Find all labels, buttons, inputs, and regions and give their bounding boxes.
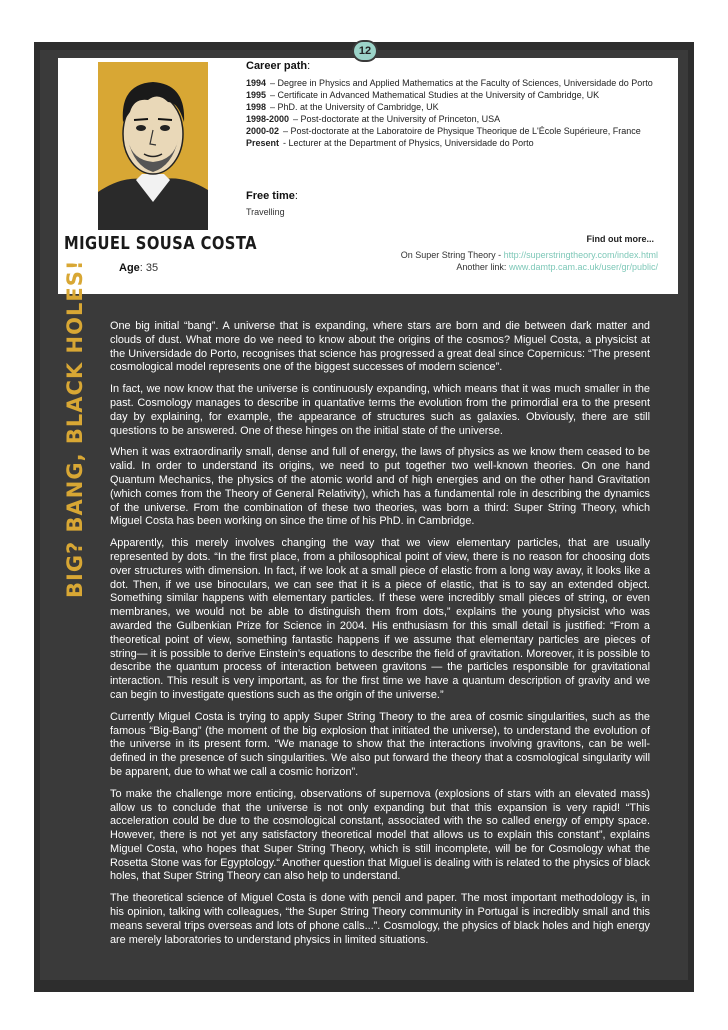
- side-title: [63, 259, 87, 616]
- career-year: 1994: [246, 78, 267, 88]
- link2-url[interactable]: www.damtp.cam.ac.uk/user/gr/public/: [508, 262, 658, 272]
- career-year: 1995: [246, 90, 267, 100]
- link2-line: [401, 261, 658, 273]
- article-body: [110, 320, 650, 955]
- career-entry: [246, 137, 658, 149]
- career-year: Present: [246, 138, 280, 148]
- links-block: [401, 249, 658, 273]
- portrait-illustration: [98, 62, 208, 230]
- career-year: 1998-2000: [246, 114, 290, 124]
- age-value: 35: [145, 262, 159, 274]
- career-description: – Post-doctorate at the University of Princeton, USA: [293, 114, 501, 124]
- free-time-title-text: Free time: [246, 190, 295, 202]
- article-paragraph: In fact, we now know that the universe is continuously expanding, which means that it was much smaller in the past. Cosmology manages to describe in quantative terms the evolution from the primordial era to the present day by explaining, for example, the appearance of structures such as galaxies. Obviously, there are still questions to be answered. One of these hinges on the initial state of the universe.: [110, 383, 650, 437]
- person-name: MIGUEL SOUSA COSTA: [64, 233, 258, 254]
- link1-line: [401, 249, 658, 261]
- career-year: 1998: [246, 102, 267, 112]
- career-description: – PhD. at the University of Cambridge, UK: [270, 102, 439, 112]
- career-entry: [246, 125, 658, 137]
- career-entry: [246, 77, 658, 89]
- free-time-title: Free time:: [246, 190, 298, 202]
- article-paragraph: To make the challenge more enticing, observations of supernova (explosions of stars with an elevated mass) allow us to conclude that the universe is not only expanding but that this expansion is very rapid! “This acceleration could be due to the cosmological constant, associated with the so called energy of empty space. However, there is not yet any satisfactory theoretical model that allows us to explain this constant”, explains Miguel Costa, who hopes that Super String Theory, which is still incomplete, will be for Cosmology what the Rosetta Stone was for Egyptology.“ Another question that Miguel is dealing with is related to the physics of black holes, that Super String Theory can also help to understand.: [110, 787, 650, 883]
- article-paragraph: One big initial “bang”. A universe that is expanding, where stars are born and die between dark matter and clouds of dust. What more do we need to know about the origins of the cosmos? Miguel Costa, a physicist at the Universidade do Porto, recognises that science has progressed a great deal since Copernicus: “The present cosmological model represents one of the biggest successes of modern science”.: [110, 320, 650, 374]
- article-paragraph: Apparently, this merely involves changing the way that we view elementary particles, that are usually represented by dots. “In the first place, from a philosophical point of view, there is no reason for choosing dots over structures with dimension. In fact, if we look at a small piece of elastic from a long way away, it looks like a dot. Then, if we use binoculars, we can see that it is a piece of elastic, that is to say an extended object. Something similar happens with elementary particles. If these were incredibly small pieces of string, or even membranes, we would not be able to distinguish them from dots,” explains the young physicist who was awarded the Gulbenkian Prize for Science in 2004. His enthusiasm for this small detail is justified: “From a theoretical point of view, something fantastic happens if we assume that elementary particles are pieces of string— it is possible to derive Einstein’s equations to describe the field of gravitation. Moreover, it is possible to describe the quantum process of interaction between gravitons — the particles responsible for gravitational interaction. This result is very important, as for the first time we have a quantum description of gravity and we can begin to investigate questions such as the origin of the universe.”: [110, 537, 650, 701]
- career-path-section: [246, 60, 658, 149]
- career-description: – Post-doctorate at the Laboratoire de Physique Theorique de L'École Supérieure, France: [283, 126, 641, 136]
- find-out-more: Find out more...: [586, 234, 654, 244]
- page-number: 12: [354, 42, 376, 60]
- link1-url[interactable]: http://superstringtheory.com/index.html: [503, 250, 658, 260]
- link1-label: On Super String Theory -: [400, 250, 504, 260]
- article-paragraph: When it was extraordinarily small, dense and full of energy, the laws of physics as we know them ceased to be valid. In order to understand its origins, we need to put together two well-known theories. On one hand Quantum Mechanics, the physics of the atomic world and of high energies and on the other hand Gravitation (which comes from the Theory of General Relativity), which has a fundamental role in describing the dynamics of the universe. From the combination of these two theories, was born a third: Super String Theory, which Miguel Costa has been working on since the time of his PhD. in Cambridge.: [110, 446, 650, 528]
- career-description: – Certificate in Advanced Mathematical Studies at the University of Cambridge, UK: [270, 90, 600, 100]
- career-path-title-text: Career path: [246, 60, 308, 72]
- career-entry: [246, 113, 658, 125]
- article-paragraph: Currently Miguel Costa is trying to apply Super String Theory to the area of cosmic singularities, such as the famous “Big-Bang” (the moment of the big explosion that initiated the universe), to understand the evolution of the universe in its present form. “We manage to show that the interactions involving gravitons, can be well-defined in the presence of such singularities. We also put forward the theory that a cosmological singularity will be apparent, due to what we call a cosmic horizon”.: [110, 710, 650, 778]
- career-year: 2000-02: [246, 126, 280, 136]
- career-description: - Lecturer at the Department of Physics, Universidade do Porto: [283, 138, 534, 148]
- free-time-value: Travelling: [246, 207, 285, 217]
- side-title-text: BIG? BANG, BLACK HOLES!: [63, 259, 87, 598]
- career-entry: [246, 101, 658, 113]
- age-line: Age: 35: [119, 262, 159, 274]
- article-paragraph: The theoretical science of Miguel Costa is done with pencil and paper. The most important methodology is, in his opinion, talking with colleagues, “the Super String Theory community in Portugal is incredibly small and this means several trips overseas and lots of phone calls...”. Cosmology, the physics of black holes and high energy are merely laboratories to understand physics in limited situations.: [110, 892, 650, 946]
- career-entry: [246, 89, 658, 101]
- career-description: – Degree in Physics and Applied Mathematics at the Faculty of Sciences, Universidade do Porto: [270, 78, 653, 88]
- age-label: Age: [119, 262, 140, 274]
- link2-label: Another link:: [456, 262, 509, 272]
- portrait-drawing: [98, 62, 208, 230]
- career-path-title: Career path:: [246, 60, 311, 72]
- career-list: [246, 77, 658, 149]
